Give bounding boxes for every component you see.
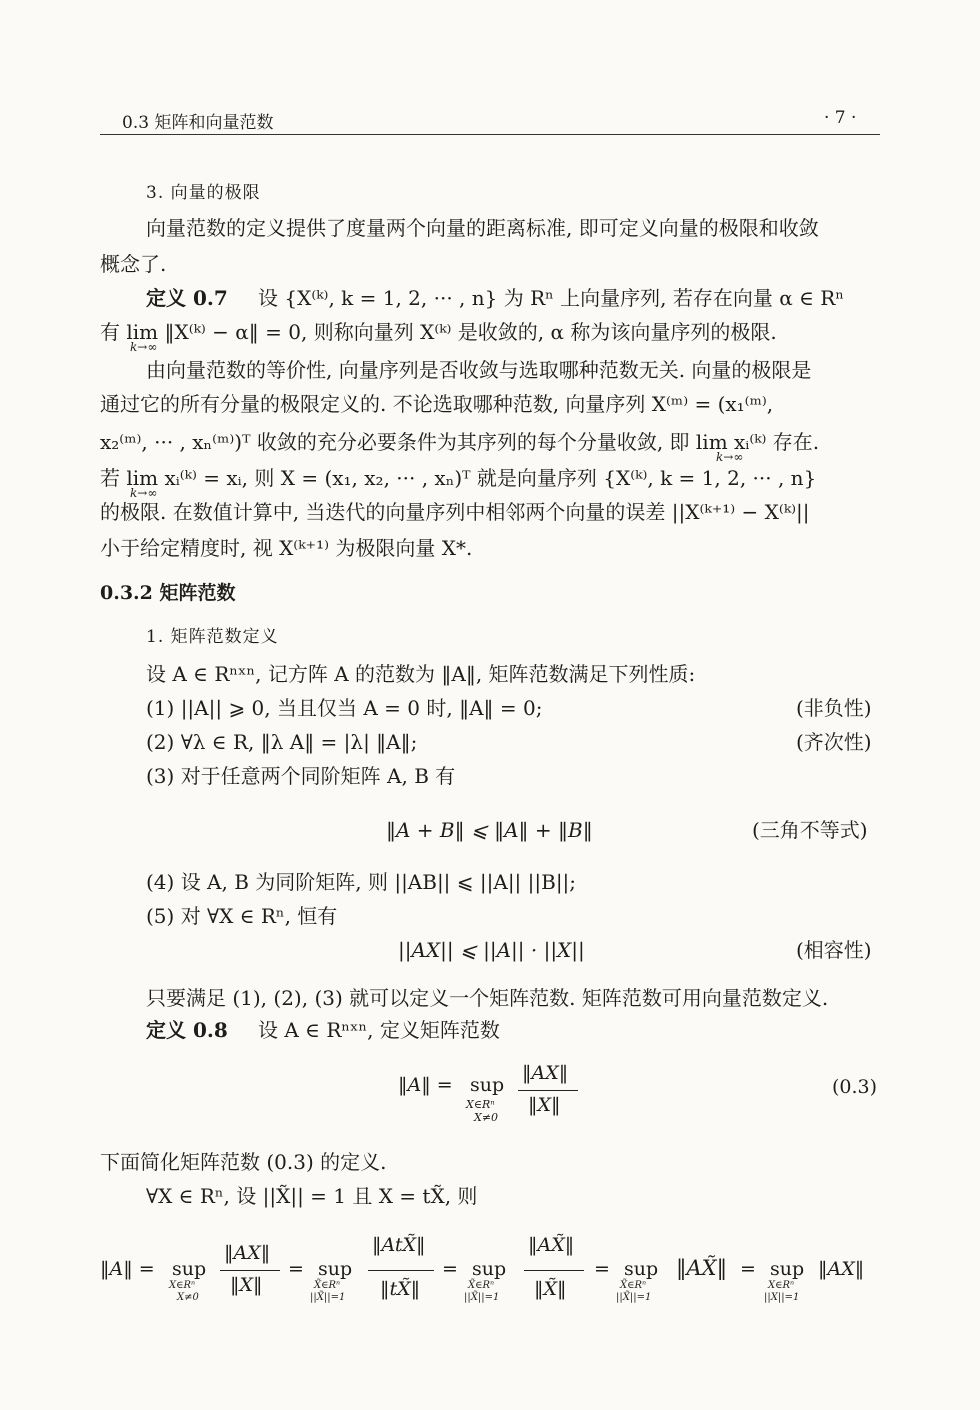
fraction-numerator: ‖AX‖ [224,1242,271,1264]
paragraph-line: x₂⁽ᵐ⁾, ··· , xₙ⁽ᵐ⁾)ᵀ 收敛的充分必要条件为其序列的每个分量收敛, 即 lim xᵢ⁽ᵏ⁾ 存在. [100,430,820,454]
eq-lhs: ‖A‖ = [100,1258,155,1280]
eq-lhs: ‖A‖ = [398,1074,453,1096]
fraction-numerator: ‖AX̃‖ [528,1234,575,1256]
sup-subscript: X∈Rⁿ [466,1098,495,1111]
paragraph-line: 若 lim xᵢ⁽ᵏ⁾ = xᵢ, 则 X = (x₁, x₂, ··· , xₙ)ᵀ 就是向量序列 {X⁽ᵏ⁾, k = 1, 2, ··· , n} [100,466,817,490]
sup-subscript: ||X̃||=1 [616,1292,652,1303]
fraction-numerator: ‖AtX̃‖ [372,1234,426,1256]
fraction-bar [518,1090,578,1091]
section-heading: 0.3.2 矩阵范数 [100,582,236,604]
compatibility-inequality: ||AX|| ⩽ ||A|| · ||X|| [398,938,585,962]
paragraph-line: 的极限. 在数值计算中, 当迭代的向量序列中相邻两个向量的误差 ||X⁽ᵏ⁺¹⁾ − X⁽ᵏ⁾|| [100,500,810,524]
equals-sign: = [740,1258,756,1280]
equals-sign: = [288,1258,304,1280]
property-2: (2) ∀λ ∈ R, ‖λ A‖ = |λ| ‖A‖; [146,730,418,754]
fraction-bar [220,1270,280,1271]
paragraph-line: 只要满足 (1), (2), (3) 就可以定义一个矩阵范数. 矩阵范数可用向量范数定义. [146,986,829,1010]
fraction-denominator: ‖X̃‖ [534,1278,567,1300]
sup-subscript: ||X||=1 [764,1292,800,1303]
definition-text: 设 A ∈ Rⁿˣⁿ, 定义矩阵范数 [258,1018,500,1042]
sup-subscript: X≠0 [474,1111,499,1124]
sup-operator: sup [624,1258,659,1280]
norm-expression: ‖AX̃‖ [676,1256,728,1280]
property-3: (3) 对于任意两个同阶矩阵 A, B 有 [146,764,456,788]
property-tag: (齐次性) [796,730,872,754]
sup-subscript: X̃∈Rⁿ [314,1280,341,1291]
property-1: (1) ||A|| ⩾ 0, 当且仅当 A = 0 时, ‖A‖ = 0; [146,696,543,720]
definition-text: 有 lim ‖X⁽ᵏ⁾ − α‖ = 0, 则称向量列 X⁽ᵏ⁾ 是收敛的, α 称为该向量序列的极限. [100,320,777,344]
subsection-title: 1. 矩阵范数定义 [146,627,279,647]
sup-operator: sup [470,1074,505,1096]
definition-text: 设 {X⁽ᵏ⁾, k = 1, 2, ··· , n} 为 Rⁿ 上向量序列, 若存在向量 α ∈ Rⁿ [258,286,844,310]
fraction-denominator: ‖X‖ [230,1274,263,1296]
sup-subscript: X≠0 [177,1292,199,1303]
sup-operator: sup [318,1258,353,1280]
definition-label: 定义 0.8 [146,1018,228,1042]
paragraph-line: 由向量范数的等价性, 向量序列是否收敛与选取哪种范数无关. 向量的极限是 [146,358,812,382]
paragraph-line: ∀X ∈ Rⁿ, 设 ||X̃|| = 1 且 X = tX̃, 则 [146,1184,478,1208]
definition-label: 定义 0.7 [146,286,228,310]
fraction-numerator: ‖AX‖ [522,1062,569,1084]
fraction-bar [524,1270,584,1271]
equals-sign: = [594,1258,610,1280]
sup-subscript: X∈Rⁿ [768,1280,795,1291]
property-5: (5) 对 ∀X ∈ Rⁿ, 恒有 [146,904,338,928]
fraction-denominator: ‖tX̃‖ [380,1278,421,1300]
property-tag: (三角不等式) [752,818,868,842]
fraction-denominator: ‖X‖ [528,1094,561,1116]
limit-subscript: k→∞ [130,340,158,354]
subsection-title: 3. 向量的极限 [146,183,261,203]
paragraph-line: 下面简化矩阵范数 (0.3) 的定义. [100,1150,387,1174]
sup-subscript: X̃∈Rⁿ [620,1280,647,1291]
sup-operator: sup [770,1258,805,1280]
sup-operator: sup [172,1258,207,1280]
sup-subscript: X∈Rⁿ [169,1280,196,1291]
paragraph-line: 概念了. [100,252,167,276]
header-rule [100,134,880,135]
norm-expression: ‖AX‖ [818,1258,865,1280]
limit-subscript: k→∞ [130,486,158,500]
running-header: 0.3 矩阵和向量范数 [122,113,274,133]
property-4: (4) 设 A, B 为同阶矩阵, 则 ||AB|| ⩽ ||A|| ||B||; [146,870,577,894]
limit-subscript: k→∞ [716,450,744,464]
sup-operator: sup [472,1258,507,1280]
paragraph-line: 通过它的所有分量的极限定义的. 不论选取哪种范数, 向量序列 X⁽ᵐ⁾ = (x₁⁽ᵐ⁾, [100,392,774,416]
triangle-inequality: ‖A + B‖ ⩽ ‖A‖ + ‖B‖ [386,818,593,842]
equation-tag: (0.3) [832,1076,878,1098]
sup-subscript: ||X̃||=1 [310,1292,346,1303]
page-number: · 7 · [824,108,857,128]
sup-subscript: ||X̃||=1 [464,1292,500,1303]
sup-subscript: X̃∈Rⁿ [468,1280,495,1291]
paragraph-line: 设 A ∈ Rⁿˣⁿ, 记方阵 A 的范数为 ‖A‖, 矩阵范数满足下列性质: [146,662,696,686]
property-tag: (相容性) [796,938,872,962]
paragraph-line: 小于给定精度时, 视 X⁽ᵏ⁺¹⁾ 为极限向量 X*. [100,536,473,560]
paragraph-line: 向量范数的定义提供了度量两个向量的距离标准, 即可定义向量的极限和收敛 [146,216,819,240]
equals-sign: = [442,1258,458,1280]
fraction-bar [368,1270,434,1271]
property-tag: (非负性) [796,696,872,720]
